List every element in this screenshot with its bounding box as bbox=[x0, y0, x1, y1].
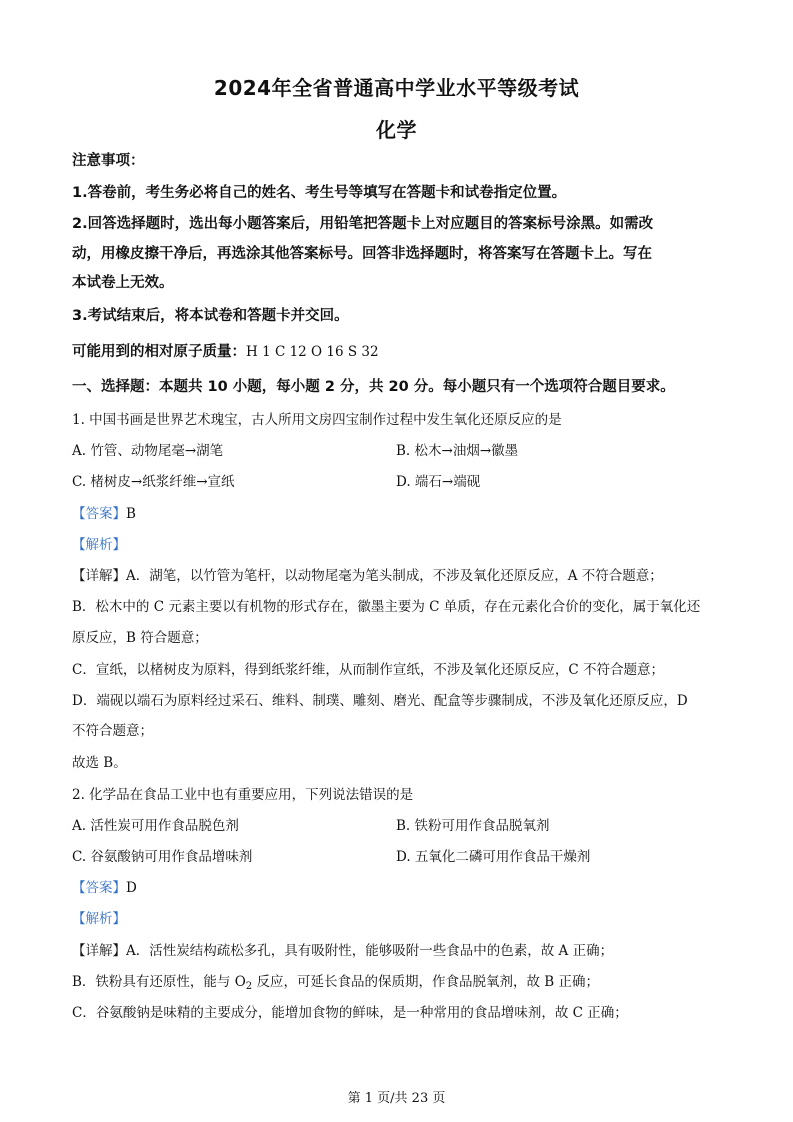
q1-conclusion: 故选 B。 bbox=[72, 755, 127, 771]
q2-option-c: C. 谷氨酸钠可用作食品增味剂 bbox=[72, 849, 253, 865]
q2-detail-text-2a: B．铁粉具有还原性，能与 O bbox=[72, 974, 246, 990]
q1-detail-line-3: 原反应，B 符合题意； bbox=[72, 630, 208, 646]
q1-answer-value: B bbox=[126, 506, 136, 522]
q2-detail-label: 【详解】 bbox=[72, 943, 126, 959]
q1-options-row-2 bbox=[72, 473, 722, 491]
q1-stem: 1. 中国书画是世界艺术瑰宝，古人所用文房四宝制作过程中发生氧化还原反应的是 bbox=[72, 412, 562, 428]
q2-answer-value: D bbox=[126, 880, 137, 896]
atomic-mass-label: 可能用到的相对原子质量： bbox=[72, 344, 246, 360]
notice-item-3: 3.考试结束后，将本试卷和答题卡并交回。 bbox=[72, 308, 349, 324]
notice-item-2-line-1: 2.回答选择题时，选出每小题答案后，用铅笔把答题卡上对应题目的答案标号涂黑。如需改 bbox=[72, 216, 654, 232]
q1-detail-text-1: A．湖笔，以竹管为笔杆，以动物尾毫为笔头制成，不涉及氧化还原反应，A 不符合题意； bbox=[126, 568, 663, 584]
q1-answer-label: 【答案】 bbox=[72, 506, 126, 522]
q2-answer-label: 【答案】 bbox=[72, 880, 126, 896]
exam-title: 2024年全省普通高中学业水平等级考试 bbox=[213, 76, 580, 100]
notice-item-2-line-3: 本试卷上无效。 bbox=[72, 275, 174, 291]
q1-detail-line-6: 不符合题意； bbox=[72, 723, 153, 739]
q1-options-row-1 bbox=[72, 442, 722, 460]
q2-detail-line-1 bbox=[72, 942, 722, 960]
q1-detail-label: 【详解】 bbox=[72, 568, 126, 584]
q1-option-d: D. 端石→端砚 bbox=[396, 474, 481, 490]
oxygen-subscript: 2 bbox=[245, 981, 253, 992]
q1-detail-line-2: B．松木中的 C 元素主要以有机物的形式存在，徽墨主要为 C 单质，存在元素化合价的变化，属于氧化还 bbox=[72, 599, 701, 615]
page-footer: 第 1 页/共 23 页 bbox=[347, 1091, 446, 1106]
q1-option-c: C. 楮树皮→纸浆纤维→宣纸 bbox=[72, 474, 235, 490]
notice-item-2-line-2: 动，用橡皮擦干净后，再选涂其他答案标号。回答非选择题时，将答案写在答题卡上。写在 bbox=[72, 246, 652, 262]
section-1-heading: 一、选择题：本题共 10 小题，每小题 2 分，共 20 分。每小题只有一个选项符合题目要求。 bbox=[72, 379, 675, 395]
q2-options-row-2 bbox=[72, 848, 722, 866]
q2-detail-text-2b: 反应，可延长食品的保质期，作食品脱氧剂，故 B 正确； bbox=[252, 974, 599, 990]
q1-option-b: B. 松木→油烟→徽墨 bbox=[396, 443, 519, 459]
q1-answer bbox=[72, 505, 722, 523]
q2-option-a: A. 活性炭可用作食品脱色剂 bbox=[72, 818, 239, 834]
q1-detail-line-4: C．宣纸，以楮树皮为原料，得到纸浆纤维，从而制作宣纸，不涉及氧化还原反应，C 不符合题意； bbox=[72, 662, 664, 678]
q2-answer bbox=[72, 879, 722, 897]
q2-option-d: D. 五氧化二磷可用作食品干燥剂 bbox=[396, 849, 591, 865]
q2-detail-text-1: A．活性炭结构疏松多孔，具有吸附性，能够吸附一些食品中的色素，故 A 正确； bbox=[126, 943, 614, 959]
atomic-mass-line bbox=[72, 343, 722, 361]
q2-stem: 2. 化学品在食品工业中也有重要应用，下列说法错误的是 bbox=[72, 787, 414, 803]
q2-detail-line-3: C．谷氨酸钠是味精的主要成分，能增加食物的鲜味，是一种常用的食品增味剂，故 C 正确； bbox=[72, 1005, 628, 1021]
q2-detail-line-2 bbox=[72, 973, 722, 996]
atomic-mass-values: H 1 C 12 O 16 S 32 bbox=[246, 344, 379, 360]
notice-item-1: 1.答卷前，考生务必将自己的姓名、考生号等填写在答题卡和试卷指定位置。 bbox=[72, 185, 567, 201]
q1-detail-line-5: D．端砚以端石为原料经过采石、维料、制璞、雕刻、磨光、配盒等步骤制成，不涉及氧化还原反应，D bbox=[72, 693, 688, 709]
q2-analysis-label: 【解析】 bbox=[72, 911, 126, 927]
notice-heading: 注意事项： bbox=[72, 153, 145, 169]
q1-option-a: A. 竹管、动物尾毫→湖笔 bbox=[72, 443, 224, 459]
q2-option-b: B. 铁粉可用作食品脱氧剂 bbox=[396, 818, 550, 834]
q1-detail-line-1 bbox=[72, 567, 722, 585]
q1-analysis-label: 【解析】 bbox=[72, 537, 126, 553]
q2-options-row-1 bbox=[72, 817, 722, 835]
exam-subject: 化学 bbox=[376, 118, 417, 142]
